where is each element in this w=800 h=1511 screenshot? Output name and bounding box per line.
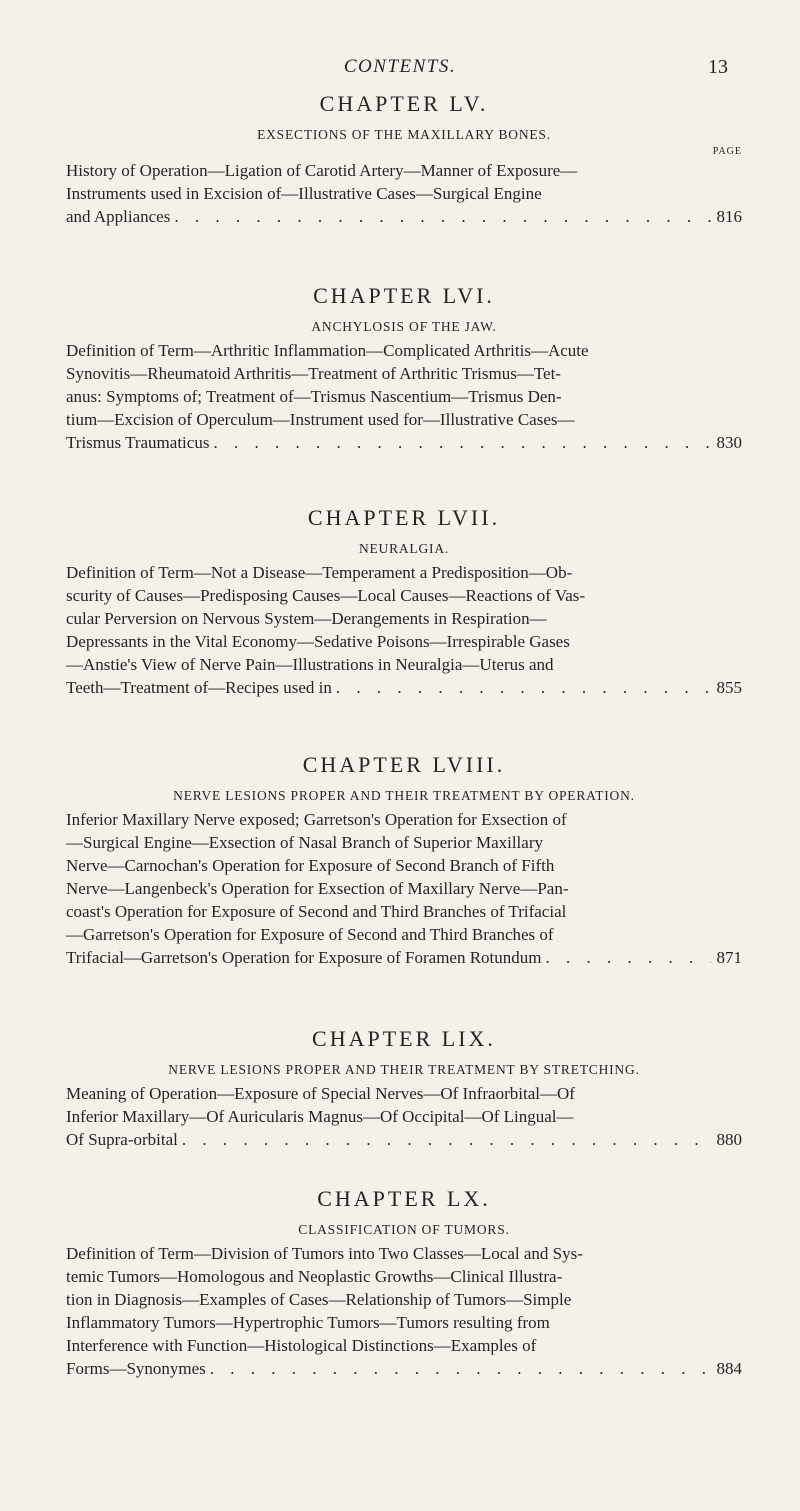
summary-line: anus: Symptoms of; Treatment of—Trismus Nascentium—Trismus Den-: [66, 387, 562, 406]
chapter-subtitle: EXSECTIONS OF THE MAXILLARY BONES.: [257, 127, 551, 142]
chapter-lx: [66, 1186, 742, 1380]
summary-line: Trismus Traumaticus: [66, 433, 210, 452]
chapter-lviii: [66, 752, 742, 969]
chapter-subtitle: CLASSIFICATION OF TUMORS.: [298, 1222, 510, 1237]
summary-line: Trifacial—Garretson's Operation for Exposure of Foramen Rotundum: [66, 948, 542, 967]
summary-line: Inflammatory Tumors—Hypertrophic Tumors—Tumors resulting from: [66, 1313, 550, 1332]
chapter-subtitle: NEURALGIA.: [358, 541, 450, 556]
chapter-title: CHAPTER LVII.: [307, 505, 501, 530]
summary-line: —Anstie's View of Nerve Pain—Illustrations in Neuralgia—Uterus and: [66, 655, 554, 674]
summary-line: Depressants in the Vital Economy—Sedative Poisons—Irrespirable Gases: [66, 632, 570, 651]
summary-line: Forms—Synonymes: [66, 1359, 206, 1378]
page-reference: 816: [716, 207, 742, 226]
page-reference: 830: [716, 433, 742, 452]
chapter-summary: [66, 561, 742, 699]
chapter-lvii: [66, 505, 742, 699]
chapter-subtitle: NERVE LESIONS PROPER AND THEIR TREATMENT BY OPERATION.: [173, 788, 635, 803]
chapter-summary: [66, 1242, 742, 1380]
chapter-subtitle: NERVE LESIONS PROPER AND THEIR TREATMENT BY STRETCHING.: [168, 1062, 640, 1077]
summary-line: temic Tumors—Homologous and Neoplastic Growths—Clinical Illustra-: [66, 1267, 563, 1286]
chapter-title: CHAPTER LIX.: [312, 1026, 496, 1051]
dot-leader: [209, 431, 710, 454]
chapter-summary: [66, 1082, 742, 1151]
chapter-summary: [66, 159, 742, 228]
summary-line: cular Perversion on Nervous System—Derangements in Respiration—: [66, 609, 547, 628]
chapter-lv: [66, 91, 742, 228]
page-reference: 884: [716, 1359, 742, 1378]
summary-line: Definition of Term—Division of Tumors into Two Classes—Local and Sys-: [66, 1244, 583, 1263]
dot-leader: [178, 1128, 711, 1151]
summary-line: Inferior Maxillary Nerve exposed; Garretson's Operation for Exsection of: [66, 810, 567, 829]
summary-line: Nerve—Langenbeck's Operation for Exsection of Maxillary Nerve—Pan-: [66, 879, 569, 898]
summary-line: —Garretson's Operation for Exposure of Second and Third Branches of: [66, 925, 554, 944]
chapter-summary: [66, 339, 742, 454]
summary-last-line: [66, 946, 742, 969]
page-reference: 855: [716, 678, 742, 697]
summary-line: scurity of Causes—Predisposing Causes—Local Causes—Reactions of Vas-: [66, 586, 586, 605]
page-column-label: PAGE: [712, 146, 742, 157]
chapter-lix: [66, 1026, 742, 1151]
summary-line: Teeth—Treatment of—Recipes used in: [66, 678, 332, 697]
summary-last-line: [66, 676, 742, 699]
summary-line: tion in Diagnosis—Examples of Cases—Relationship of Tumors—Simple: [66, 1290, 572, 1309]
summary-line: Meaning of Operation—Exposure of Special Nerves—Of Infraorbital—Of: [66, 1084, 575, 1103]
dot-leader: [542, 946, 711, 969]
summary-line: and Appliances: [66, 207, 171, 226]
summary-line: Definition of Term—Arthritic Inflammation—Complicated Arthritis—Acute: [66, 341, 589, 360]
page-reference: 880: [716, 1130, 742, 1149]
summary-line: Interference with Function—Histological Distinctions—Examples of: [66, 1336, 537, 1355]
summary-line: Definition of Term—Not a Disease—Temperament a Predisposition—Ob-: [66, 563, 573, 582]
summary-line: Instruments used in Excision of—Illustrative Cases—Surgical Engine: [66, 184, 542, 203]
summary-last-line: [66, 431, 742, 454]
chapter-title: CHAPTER LV.: [319, 91, 489, 116]
dot-leader: [206, 1357, 711, 1380]
chapter-title: CHAPTER LX.: [317, 1186, 491, 1211]
summary-line: Inferior Maxillary—Of Auricularis Magnus—Of Occipital—Of Lingual—: [66, 1107, 574, 1126]
dot-leader: [170, 205, 710, 228]
summary-last-line: [66, 1357, 742, 1380]
dot-leader: [332, 676, 711, 699]
summary-last-line: [66, 205, 742, 228]
page-reference: 871: [716, 948, 742, 967]
chapter-summary: [66, 808, 742, 969]
chapter-lvi: [66, 283, 742, 454]
chapter-title: CHAPTER LVI.: [313, 283, 495, 308]
summary-last-line: [66, 1128, 742, 1151]
summary-line: History of Operation—Ligation of Carotid Artery—Manner of Exposure—: [66, 161, 578, 180]
chapter-title: CHAPTER LVIII.: [302, 752, 506, 777]
summary-line: Synovitis—Rheumatoid Arthritis—Treatment of Arthritic Trismus—Tet-: [66, 364, 561, 383]
page-number: 13: [708, 56, 728, 78]
summary-line: Nerve—Carnochan's Operation for Exposure of Second Branch of Fifth: [66, 856, 555, 875]
running-title: CONTENTS.: [343, 56, 457, 77]
summary-line: Of Supra-orbital: [66, 1130, 178, 1149]
summary-line: coast's Operation for Exposure of Second and Third Branches of Trifacial: [66, 902, 567, 921]
summary-line: —Surgical Engine—Exsection of Nasal Branch of Superior Maxillary: [66, 833, 543, 852]
chapter-subtitle: ANCHYLOSIS OF THE JAW.: [311, 319, 497, 334]
summary-line: tium—Excision of Operculum—Instrument used for—Illustrative Cases—: [66, 410, 575, 429]
running-head: [60, 56, 740, 82]
